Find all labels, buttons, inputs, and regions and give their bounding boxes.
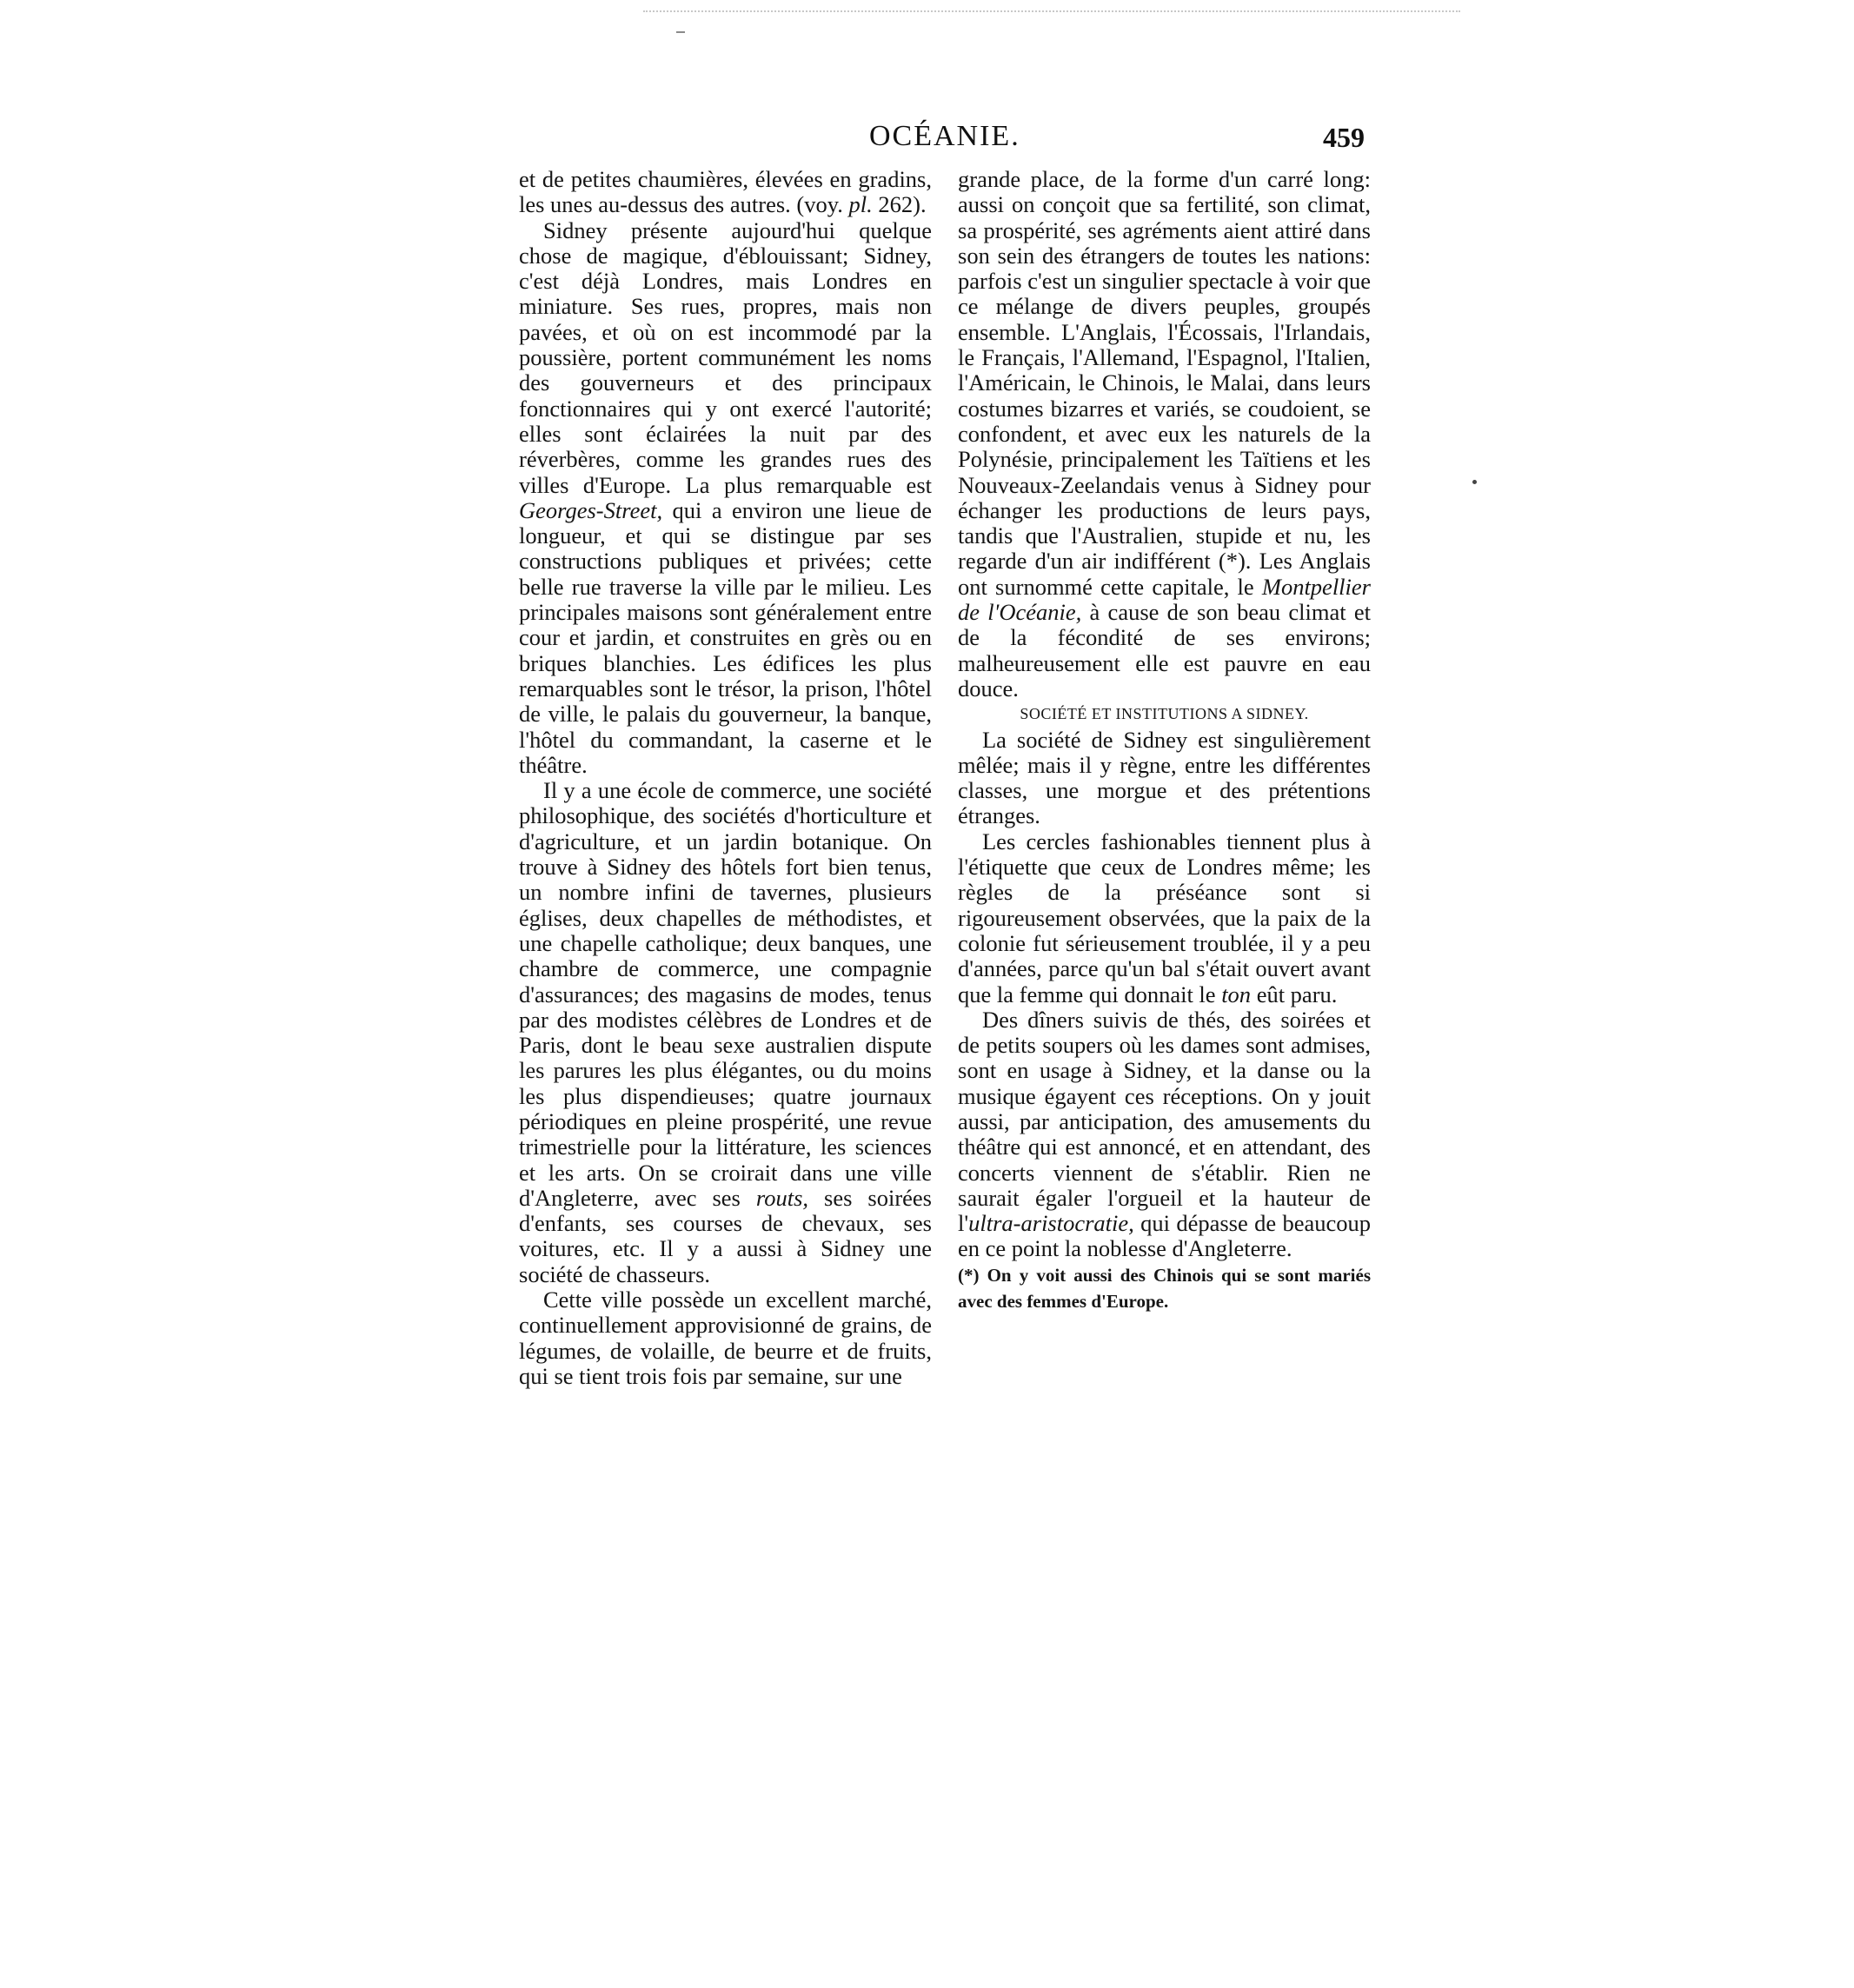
paragraph: Les cercles fashionables tiennent plus à l'étiquette que ceux de Londres même; les règles de la préséance sont si rigoureusement observées, que la paix de la colonie fut sérieusement troublée, il y a peu d'années, parce qu'un bal s'était ouvert avant que la femme qui donnait le ton eût paru. bbox=[958, 828, 1371, 1007]
scan-top-edge bbox=[643, 10, 1460, 12]
running-head: OCÉANIE. bbox=[869, 120, 1020, 152]
paragraph: grande place, de la forme d'un carré long: aussi on conçoit que sa fertilité, son climat, sa prospérité, ses agréments aient attiré dans son sein des étrangers de toutes les nations: parfois c'est un singulier spectacle à voir que ce mélange de divers peuples, groupés ensemble. L'Anglais, l'Écossais, l'Irlandais, le Français, l'Allemand, l'Espagnol, l'Italien, l'Américain, le Chinois, le Malai, dans leurs costumes bizarres et variés, se coudoient, se confondent, et avec eux les naturels de la Polynésie, principalement les Taïtiens et les Nouveaux-Zeelandais venus à Sidney pour échanger les productions de leurs pays, tandis que l'Australien, stupide et nu, les regarde d'un air indifférent (*). Les Anglais ont surnommé cette capitale, le Montpellier de l'Océanie, à cause de son beau climat et de la fécondité de ses environs; malheureusement elle est pauvre en eau douce. bbox=[958, 166, 1371, 701]
scan-mark bbox=[676, 31, 685, 33]
paragraph: et de petites chaumières, élevées en gradins, les unes au-dessus des autres. (voy. pl. 262). bbox=[519, 166, 932, 218]
section-heading: SOCIÉTÉ ET INSTITUTIONS A SIDNEY. bbox=[1020, 705, 1309, 723]
paragraph: Cette ville possède un excellent marché, continuellement approvisionné de grains, de légumes, de volaille, de beurre et de fruits, qui se tient trois fois par semaine, sur une bbox=[519, 1287, 932, 1389]
footnote: (*) On y voit aussi des Chinois qui se sont mariés avec des femmes d'Europe. bbox=[958, 1264, 1371, 1312]
left-column bbox=[519, 167, 932, 1389]
paragraph: Il y a une école de commerce, une société philosophique, des sociétés d'horticulture et d'agriculture, et un jardin botanique. On trouve à Sidney des hôtels fort bien tenus, un nombre infini de tavernes, plusieurs églises, deux chapelles de méthodistes, et une chapelle catholique; deux banques, une chambre de commerce, une compagnie d'assurances; des magasins de modes, tenus par des modistes célèbres de Londres et de Paris, dont le beau sexe australien dispute les parures les plus élégantes, ou du moins les plus dispendieuses; quatre journaux périodiques en pleine prospérité, une revue trimestrielle pour la littérature, les sciences et les arts. On se croirait dans une ville d'Angleterre, avec ses routs, ses soirées d'enfants, ses courses de chevaux, ses voitures, etc. Il y a aussi à Sidney une société de chasseurs. bbox=[519, 777, 932, 1287]
paragraph: La société de Sidney est singulièrement mêlée; mais il y règne, entre les différentes classes, une morgue et des prétentions étranges. bbox=[958, 726, 1371, 829]
page-number: 459 bbox=[1323, 122, 1365, 153]
paragraph: Sidney présente aujourd'hui quelque chose de magique, d'éblouissant; Sidney, c'est déjà Londres, mais Londres en miniature. Ses rues, propres, mais non pavées, et où on est incommodé par la poussière, portent communément les noms des gouverneurs et des principaux fonctionnaires qui y ont exercé l'autorité; elles sont éclairées la nuit par des réverbères, comme les grandes rues des villes d'Europe. La plus remarquable est Georges-Street, qui a environ une lieue de longueur, et qui se distingue par ses constructions publiques et privées; cette belle rue traverse la ville par le milieu. Les principales maisons sont généralement entre cour et jardin, et construites en grès ou en briques blanchies. Les édifices les plus remarquables sont le trésor, la prison, l'hôtel de ville, le palais du gouverneur, la banque, l'hôtel du commandant, la caserne et le théâtre. bbox=[519, 216, 933, 778]
right-column bbox=[958, 167, 1371, 1314]
scan-speck bbox=[1472, 480, 1477, 484]
paragraph: Des dîners suivis de thés, des soirées et de petits soupers où les dames sont admises, sont en usage à Sidney, et la danse ou la musique égayent ces réceptions. On y jouit aussi, par anticipation, des amusements du théâtre qui est annoncé, et en attendant, des concerts viennent de s'établir. Rien ne saurait égaler l'orgueil et la hauteur de l'ultra-aristocratie, qui dépasse de beaucoup en ce point la noblesse d'Angleterre. bbox=[958, 1006, 1371, 1262]
